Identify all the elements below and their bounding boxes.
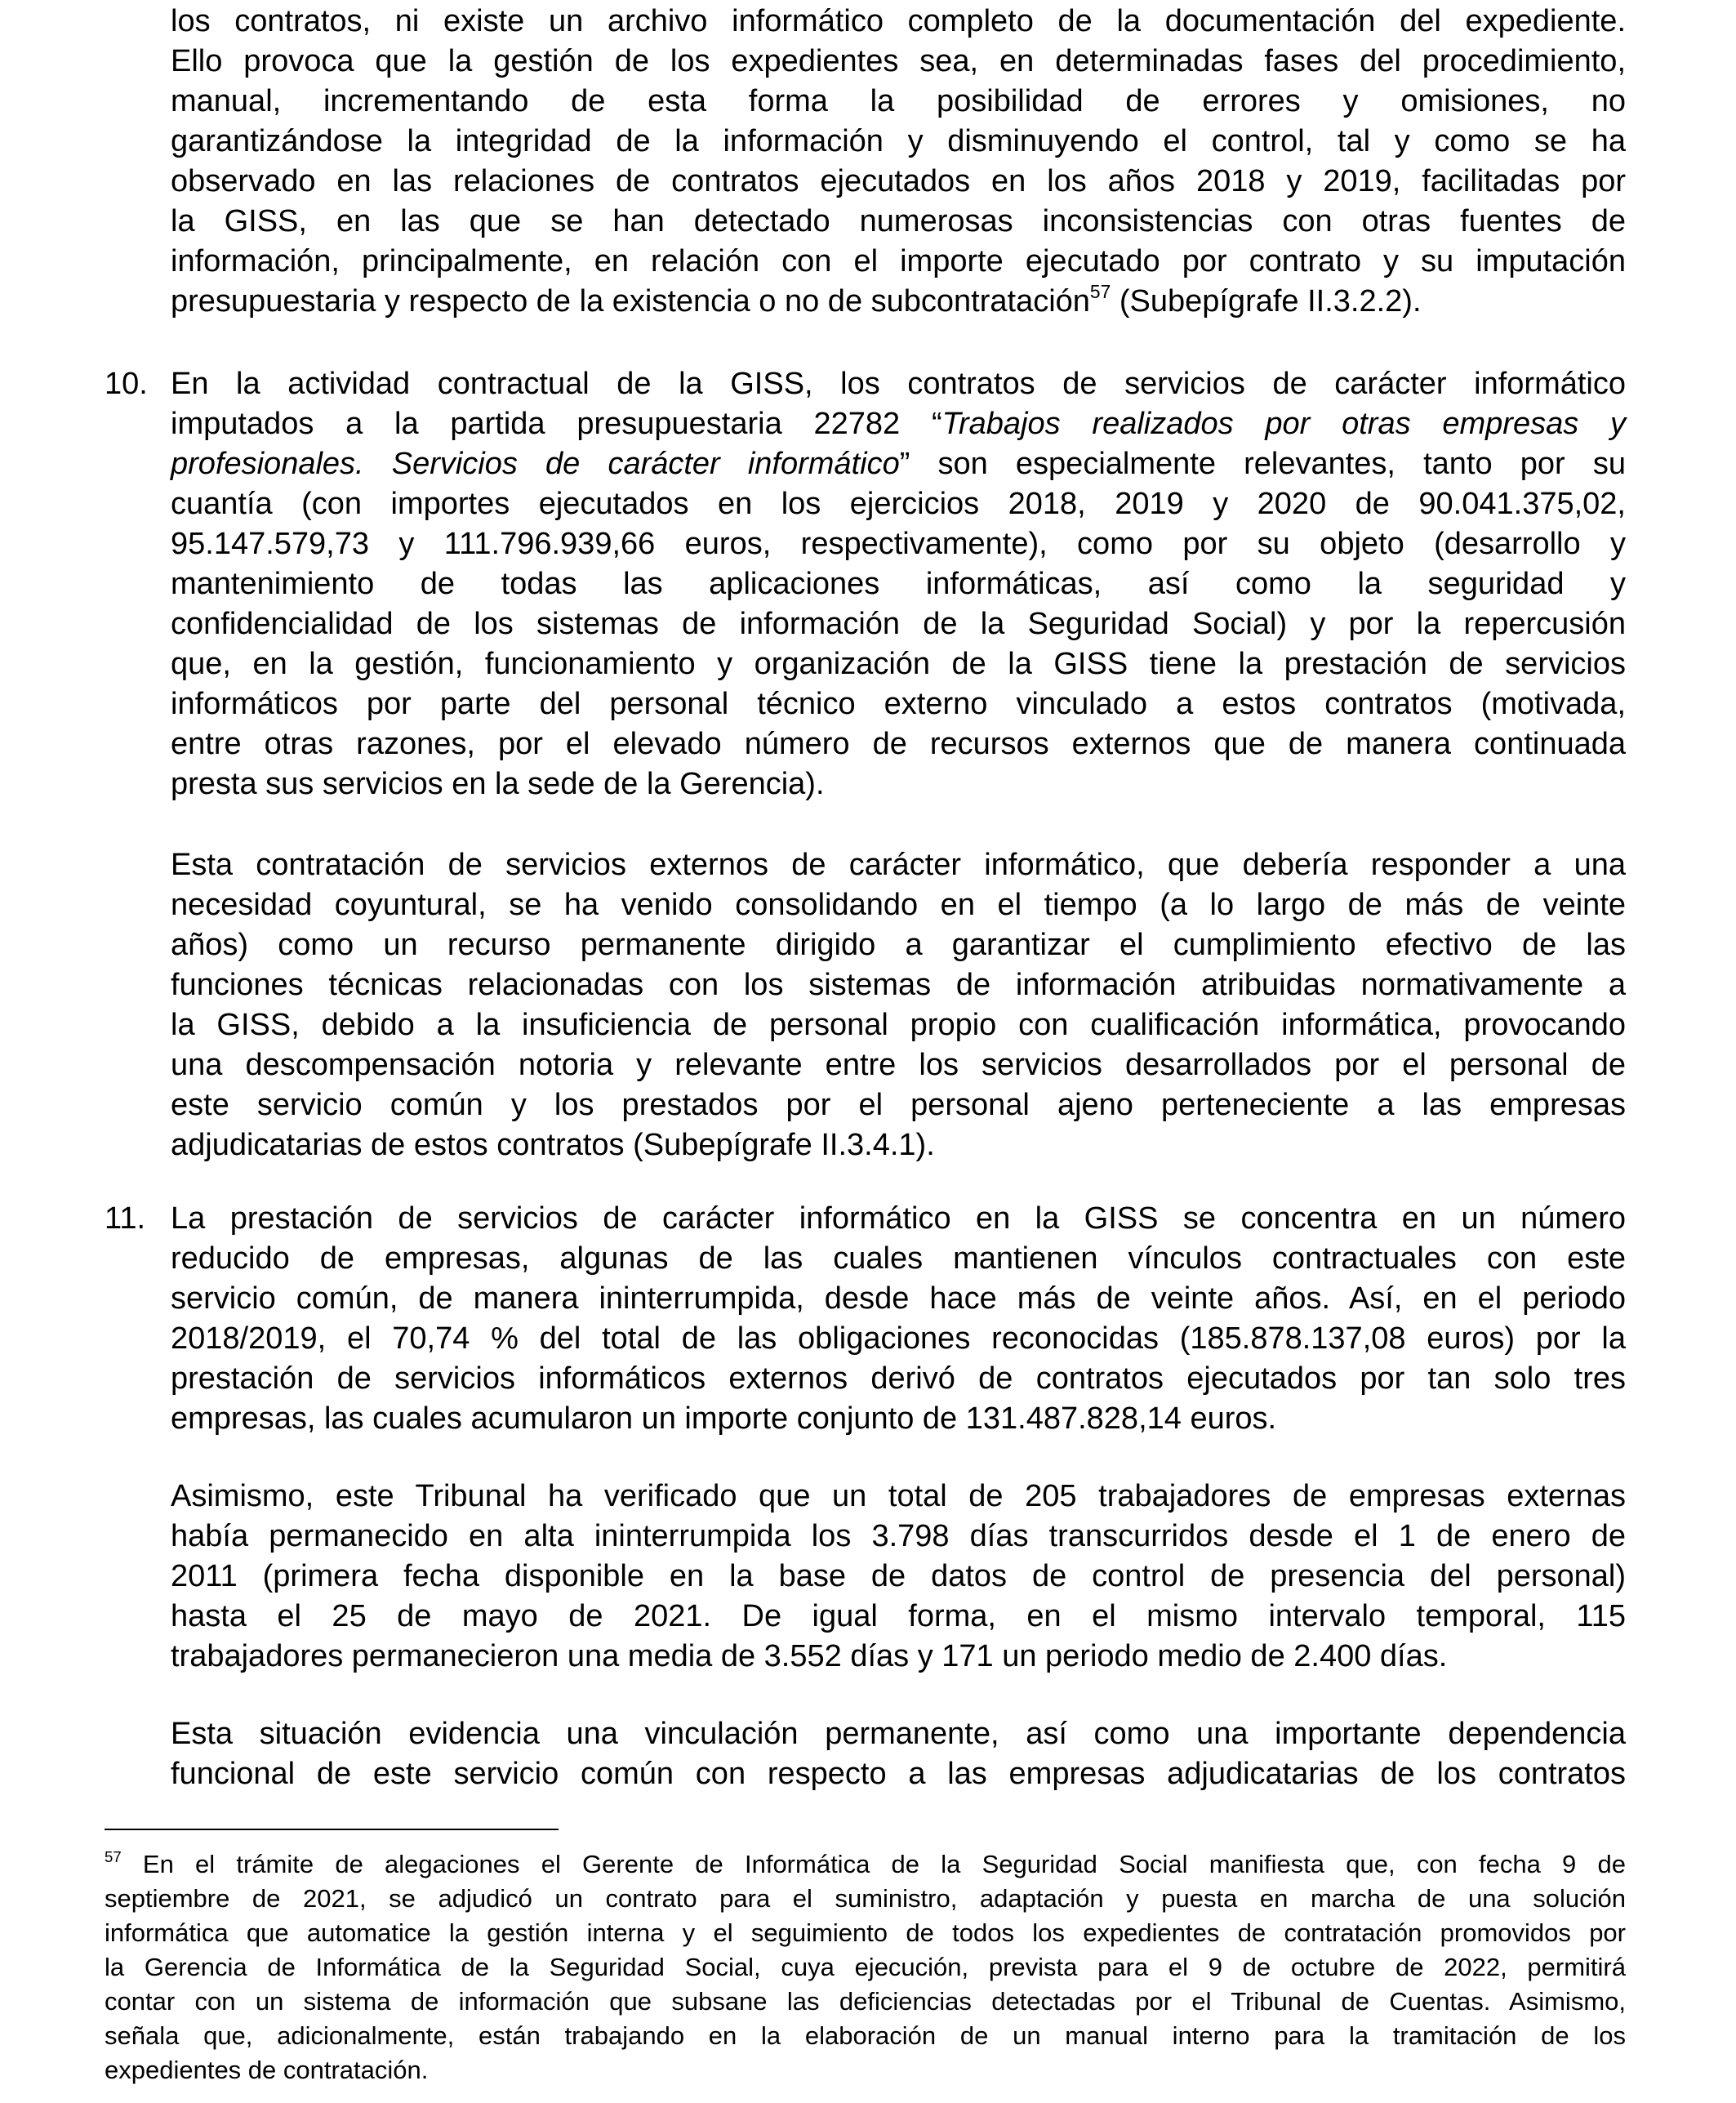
text-line: servicio común, de manera ininterrumpida, desde hace más de veinte años. Así, en el periodo	[171, 1281, 1626, 1316]
text-line: manual, incrementando de esta forma la posibilidad de errores y omisiones, no	[171, 84, 1626, 118]
text-line: 2018/2019, el 70,74 % del total de las obligaciones reconocidas (185.878.137,08 euros) por la	[171, 1321, 1626, 1356]
text-line: confidencialidad de los sistemas de información de la Seguridad Social) y por la repercusión	[171, 607, 1626, 641]
text-line: Asimismo, este Tribunal ha verificado que un total de 205 trabajadores de empresas externas	[171, 1479, 1626, 1513]
paragraph-item-11-dependency	[171, 1714, 1626, 1794]
text-segment: imputados a la partida presupuestaria 22782 “	[171, 407, 942, 441]
paragraph-item-11-workers	[171, 1477, 1626, 1677]
text-line: años) como un recurso permanente dirigido a garantizar el cumplimiento efectivo de las	[171, 928, 1626, 962]
text-line: observado en las relaciones de contratos ejecutados en los años 2018 y 2019, facilitadas por	[171, 164, 1626, 198]
text-segment: ” son especialmente relevantes, tanto por su	[899, 447, 1626, 481]
text-line: entre otras razones, por el elevado número de recursos externos que de manera continuada	[171, 727, 1626, 761]
text-line: reducido de empresas, algunas de las cuales mantienen vínculos contractuales con este	[171, 1241, 1626, 1276]
text-line: adjudicatarias de estos contratos (Subepígrafe II.3.4.1).	[171, 1128, 935, 1162]
text-line: señala que, adicionalmente, están trabajando en la elaboración de un manual interno para la tramitación de los	[105, 2021, 1626, 2050]
text-line: este servicio común y los prestados por el personal ajeno perteneciente a las empresas	[171, 1088, 1626, 1122]
text-line: cuantía (con importes ejecutados en los ejercicios 2018, 2019 y 2020 de 90.041.375,02,	[171, 487, 1626, 521]
text-line: mantenimiento de todas las aplicaciones informáticas, así como la seguridad y	[171, 567, 1626, 601]
text-line: septiembre de 2021, se adjudicó un contrato para el suministro, adaptación y puesta en marcha de una solución	[105, 1884, 1626, 1913]
text-line: informática que automatice la gestión interna y el seguimiento de todos los expedientes de contratación promovidos por	[105, 1918, 1626, 1947]
text-line: prestación de servicios informáticos externos derivó de contratos ejecutados por tan solo tres	[171, 1361, 1626, 1396]
text-segment: (Subepígrafe II.3.2.2).	[1111, 284, 1422, 319]
item-number-11: 11.	[105, 1201, 146, 1236]
text-line: información, principalmente, en relación con el importe ejecutado por contrato y su imputación	[171, 244, 1626, 278]
text-line: presta sus servicios en la sede de la Gerencia).	[171, 767, 825, 801]
text-line: hasta el 25 de mayo de 2021. De igual forma, en el mismo intervalo temporal, 115	[171, 1599, 1626, 1633]
text-line: expedientes de contratación.	[105, 2056, 429, 2084]
text-line: Esta contratación de servicios externos de carácter informático, que debería responder a una	[171, 848, 1626, 882]
text-line: 2011 (primera fecha disponible en la base de datos de control de presencia del personal)	[171, 1559, 1626, 1593]
text-segment: En el trámite de alegaciones el Gerente de Informática de la Seguridad Social manifiesta que, con fecha 9 de	[121, 1850, 1626, 1878]
text-line: informáticos por parte del personal técnico externo vinculado a estos contratos (motivada,	[171, 687, 1626, 721]
text-line: Esta situación evidencia una vinculación permanente, así como una importante dependencia	[171, 1717, 1626, 1751]
paragraph-continuation	[171, 2, 1626, 322]
text-segment: presupuestaria y respecto de la existencia o no de subcontratación	[171, 284, 1090, 319]
footnote-separator	[105, 1829, 559, 1830]
text-line: Ello provoca que la gestión de los expedientes sea, en determinadas fases del procedimiento,	[171, 44, 1626, 78]
paragraph-item-10	[171, 364, 1626, 804]
paragraph-item-11	[171, 1199, 1626, 1439]
footnote-reference: 57	[105, 1847, 122, 1865]
text-line: necesidad coyuntural, se ha venido consolidando en el tiempo (a lo largo de más de veinte	[171, 888, 1626, 922]
text-line: empresas, las cuales acumularon un importe conjunto de 131.487.828,14 euros.	[171, 1401, 1277, 1436]
footnote-57	[105, 1847, 1626, 2087]
text-line: contar con un sistema de información que subsane las deficiencias detectadas por el Tribunal de Cuentas. Asimismo,	[105, 1987, 1626, 2016]
text-line: que, en la gestión, funcionamiento y organización de la GISS tiene la prestación de servicios	[171, 647, 1626, 681]
text-line: la Gerencia de Informática de la Seguridad Social, cuya ejecución, prevista para el 9 de octubre de 2022, permitirá	[105, 1953, 1626, 1981]
text-line: los contratos, ni existe un archivo informático completo de la documentación del expediente.	[171, 4, 1626, 38]
paragraph-item-10-continued	[171, 845, 1626, 1165]
text-line	[171, 444, 1626, 484]
text-line: En la actividad contractual de la GISS, los contratos de servicios de carácter informático	[171, 367, 1626, 401]
italic-text: profesionales. Servicios de carácter informático	[171, 447, 900, 481]
text-line: una descompensación notoria y relevante entre los servicios desarrollados por el personal de	[171, 1048, 1626, 1082]
text-line: había permanecido en alta ininterrumpida los 3.798 días transcurridos desde el 1 de enero de	[171, 1519, 1626, 1553]
text-line: la GISS, en las que se han detectado numerosas inconsistencias con otras fuentes de	[171, 204, 1626, 238]
text-line: garantizándose la integridad de la información y disminuyendo el control, tal y como se ha	[171, 124, 1626, 158]
text-line	[171, 404, 1626, 444]
text-line: funcional de este servicio común con respecto a las empresas adjudicatarias de los contratos	[171, 1757, 1626, 1791]
italic-text: Trabajos realizados por otras empresas y	[941, 407, 1626, 441]
footnote-reference: 57	[1089, 281, 1111, 303]
text-line	[171, 282, 1626, 322]
text-line: la GISS, debido a la insuficiencia de personal propio con cualificación informática, provocando	[171, 1008, 1626, 1042]
text-line: funciones técnicas relacionadas con los sistemas de información atribuidas normativamente a	[171, 968, 1626, 1002]
text-line: trabajadores permanecieron una media de 3.552 días y 171 un periodo medio de 2.400 días.	[171, 1639, 1448, 1673]
text-line	[105, 1847, 1626, 1882]
text-line: La prestación de servicios de carácter informático en la GISS se concentra en un número	[171, 1201, 1626, 1236]
text-line: 95.147.579,73 y 111.796.939,66 euros, respectivamente), como por su objeto (desarrollo y	[171, 527, 1626, 561]
item-number-10: 10.	[105, 367, 148, 401]
